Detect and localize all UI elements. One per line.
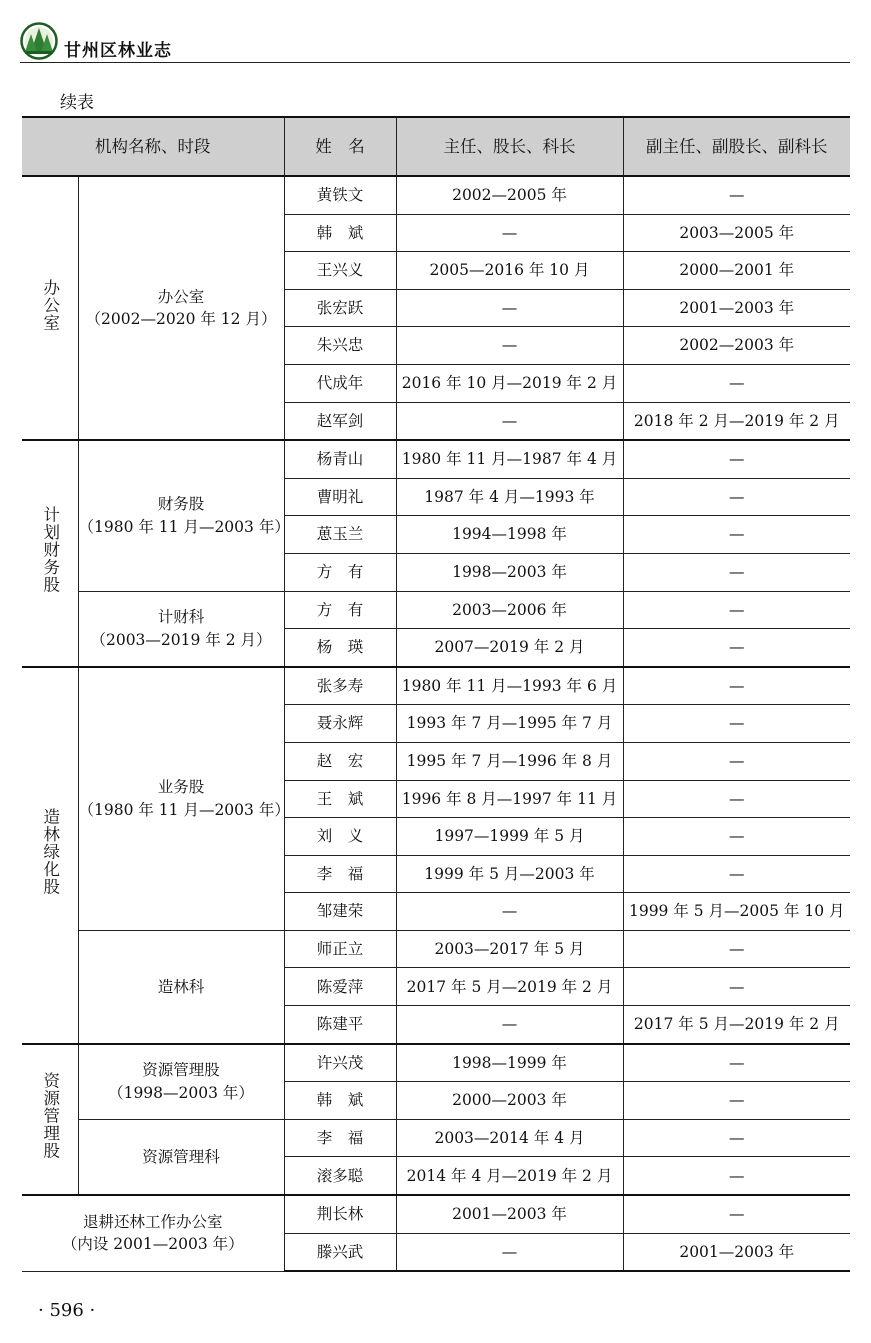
person-name: 王 斌 [284, 780, 396, 818]
continued-label: 续表 [60, 93, 94, 113]
chief-term: 1997—1999 年 5 月 [396, 818, 623, 856]
person-name: 李 福 [284, 855, 396, 893]
column-header-deputy: 副主任、副股长、副科长 [623, 117, 850, 176]
person-name: 葸玉兰 [284, 516, 396, 554]
chief-term: 1980 年 11 月—1993 年 6 月 [396, 667, 623, 705]
deputy-term: 2002—2003 年 [623, 327, 850, 365]
chief-term: — [396, 289, 623, 327]
person-name: 陈爱萍 [284, 968, 396, 1006]
department-cell: 资源管理股 [22, 1044, 78, 1195]
deputy-term: 2001—2003 年 [623, 1233, 850, 1271]
column-header-chief: 主任、股长、科长 [396, 117, 623, 176]
unit-cell: 退耕还林工作办公室 （内设 2001—2003 年） [22, 1195, 284, 1271]
table-header-row [22, 117, 850, 176]
staff-table [22, 116, 850, 1272]
chief-term: — [396, 1233, 623, 1271]
person-name: 张多寿 [284, 667, 396, 705]
table-row [22, 591, 850, 629]
deputy-term: — [623, 1157, 850, 1195]
chief-term: 2002—2005 年 [396, 176, 623, 214]
person-name: 曹明礼 [284, 478, 396, 516]
unit-cell: 资源管理股 （1998—2003 年） [78, 1044, 284, 1120]
person-name: 赵 宏 [284, 742, 396, 780]
person-name: 滚多聪 [284, 1157, 396, 1195]
column-header-org: 机构名称、时段 [22, 117, 284, 176]
chief-term: — [396, 402, 623, 440]
deputy-term: — [623, 742, 850, 780]
department-cell: 计划财务股 [22, 440, 78, 667]
chief-term: 2001—2003 年 [396, 1195, 623, 1233]
deputy-term: — [623, 968, 850, 1006]
deputy-term: 1999 年 5 月—2005 年 10 月 [623, 893, 850, 931]
person-name: 杨 瑛 [284, 629, 396, 667]
unit-cell: 资源管理科 [78, 1119, 284, 1195]
chief-term: 2003—2017 年 5 月 [396, 930, 623, 968]
deputy-term: — [623, 1082, 850, 1120]
table-row [22, 440, 850, 478]
deputy-term: — [623, 1044, 850, 1082]
chief-term: — [396, 327, 623, 365]
person-name: 代成年 [284, 364, 396, 402]
unit-cell: 计财科 （2003—2019 年 2 月） [78, 591, 284, 667]
table-row [22, 930, 850, 968]
table-row [22, 667, 850, 705]
person-name: 王兴义 [284, 252, 396, 290]
person-name: 荆长林 [284, 1195, 396, 1233]
deputy-term: — [623, 1195, 850, 1233]
person-name: 赵军剑 [284, 402, 396, 440]
chief-term: 1995 年 7 月—1996 年 8 月 [396, 742, 623, 780]
chief-term: 2016 年 10 月—2019 年 2 月 [396, 364, 623, 402]
chief-term: 2014 年 4 月—2019 年 2 月 [396, 1157, 623, 1195]
deputy-term: — [623, 667, 850, 705]
person-name: 黄铁文 [284, 176, 396, 214]
table-row [22, 176, 850, 214]
person-name: 方 有 [284, 591, 396, 629]
table-row [22, 1044, 850, 1082]
person-name: 张宏跃 [284, 289, 396, 327]
chief-term: 1998—2003 年 [396, 553, 623, 591]
person-name: 杨青山 [284, 440, 396, 478]
header-rule [20, 62, 850, 63]
person-name: 李 福 [284, 1119, 396, 1157]
table-row [22, 1119, 850, 1157]
person-name: 韩 斌 [284, 214, 396, 252]
deputy-term: — [623, 440, 850, 478]
deputy-term: — [623, 591, 850, 629]
person-name: 朱兴忠 [284, 327, 396, 365]
deputy-term: 2001—2003 年 [623, 289, 850, 327]
person-name: 陈建平 [284, 1006, 396, 1044]
department-cell: 造林绿化股 [22, 667, 78, 1044]
chief-term: 2003—2006 年 [396, 591, 623, 629]
department-cell: 办公室 [22, 176, 78, 440]
deputy-term: — [623, 553, 850, 591]
page-header [20, 22, 850, 64]
deputy-term: 2017 年 5 月—2019 年 2 月 [623, 1006, 850, 1044]
chief-term: 2003—2014 年 4 月 [396, 1119, 623, 1157]
chief-term: 2005—2016 年 10 月 [396, 252, 623, 290]
deputy-term: — [623, 930, 850, 968]
chief-term: 2017 年 5 月—2019 年 2 月 [396, 968, 623, 1006]
chief-term: 1999 年 5 月—2003 年 [396, 855, 623, 893]
deputy-term: — [623, 855, 850, 893]
chief-term: 1998—1999 年 [396, 1044, 623, 1082]
deputy-term: — [623, 516, 850, 554]
unit-cell: 造林科 [78, 930, 284, 1043]
unit-cell: 财务股 （1980 年 11 月—2003 年） [78, 440, 284, 591]
book-title: 甘州区林业志 [64, 41, 172, 61]
chief-term: 1980 年 11 月—1987 年 4 月 [396, 440, 623, 478]
deputy-term: — [623, 176, 850, 214]
forest-emblem-icon [20, 22, 58, 60]
chief-term: 1994—1998 年 [396, 516, 623, 554]
chief-term: — [396, 1006, 623, 1044]
deputy-term: — [623, 705, 850, 743]
deputy-term: — [623, 364, 850, 402]
chief-term: — [396, 893, 623, 931]
person-name: 刘 义 [284, 818, 396, 856]
deputy-term: 2000—2001 年 [623, 252, 850, 290]
person-name: 方 有 [284, 553, 396, 591]
person-name: 聂永辉 [284, 705, 396, 743]
person-name: 师正立 [284, 930, 396, 968]
deputy-term: — [623, 478, 850, 516]
chief-term: 1987 年 4 月—1993 年 [396, 478, 623, 516]
table-row [22, 1195, 850, 1233]
page-number: · 596 · [38, 1300, 96, 1321]
unit-cell: 办公室 （2002—2020 年 12 月） [78, 176, 284, 440]
chief-term: — [396, 214, 623, 252]
column-header-name: 姓 名 [284, 117, 396, 176]
person-name: 许兴茂 [284, 1044, 396, 1082]
chief-term: 1993 年 7 月—1995 年 7 月 [396, 705, 623, 743]
person-name: 滕兴武 [284, 1233, 396, 1271]
deputy-term: — [623, 629, 850, 667]
chief-term: 2007—2019 年 2 月 [396, 629, 623, 667]
person-name: 邹建荣 [284, 893, 396, 931]
deputy-term: 2018 年 2 月—2019 年 2 月 [623, 402, 850, 440]
deputy-term: — [623, 818, 850, 856]
person-name: 韩 斌 [284, 1082, 396, 1120]
chief-term: 2000—2003 年 [396, 1082, 623, 1120]
chief-term: 1996 年 8 月—1997 年 11 月 [396, 780, 623, 818]
deputy-term: — [623, 780, 850, 818]
deputy-term: 2003—2005 年 [623, 214, 850, 252]
unit-cell: 业务股 （1980 年 11 月—2003 年） [78, 667, 284, 931]
deputy-term: — [623, 1119, 850, 1157]
